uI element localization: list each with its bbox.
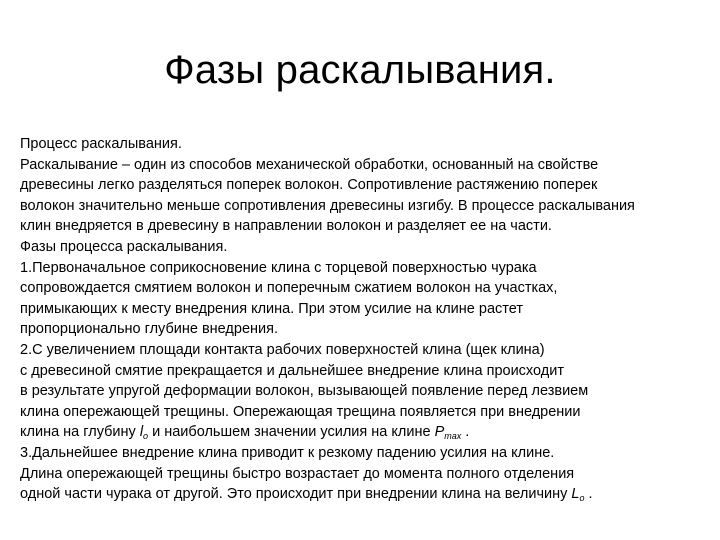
text-fragment: . — [584, 486, 593, 503]
text-line: Процесс раскалывания. — [20, 136, 182, 152]
length-symbol: L — [571, 486, 580, 503]
text-line: древесины легко разделяться поперек волокон. Сопротивление растяжению поперек — [20, 177, 598, 194]
text-fragment: одной части чурака от другой. Это происходит при внедрении клина на величину — [20, 486, 572, 503]
force-symbol: P — [434, 424, 445, 441]
depth-subscript: o — [143, 431, 149, 442]
text-line: 3.Дальнейшее внедрение клина приводит к резкому падению усилия на клине. — [20, 444, 555, 461]
text-line: Раскалывание – один из способов механической обработки, основанный на свойстве — [20, 156, 599, 173]
length-subscript: o — [579, 493, 585, 504]
text-line: пропорционально глубине внедрения. — [20, 321, 278, 338]
text-line: 1.Первоначальное соприкосновение клина с торцевой поверхностью чурака — [20, 259, 537, 276]
slide-body-text — [20, 134, 720, 505]
force-subscript: max — [444, 431, 462, 442]
text-line-formula — [20, 422, 720, 443]
text-line-formula — [20, 484, 720, 505]
text-fragment: клина на глубину — [20, 424, 140, 441]
text-fragment: . — [461, 424, 470, 441]
text-line: в результате упругой деформации волокон, вызывающей появление перед лезвием — [20, 383, 589, 400]
text-line: сопровождается смятием волокон и поперечным сжатием волокон на участках, — [20, 280, 558, 297]
text-fragment: и наибольшем значении усилия на клине — [148, 424, 435, 441]
text-line: клина опережающей трещины. Опережающая трещина появляется при внедрении — [20, 403, 581, 420]
text-line: 2.С увеличением площади контакта рабочих поверхностей клина (щек клина) — [20, 341, 545, 358]
text-line: волокон значительно меньше сопротивления древесины изгибу. В процессе раскалывания — [20, 197, 635, 214]
text-line: примыкающих к месту внедрения клина. При этом усилие на клине растет — [20, 300, 523, 317]
depth-symbol: l — [139, 424, 144, 441]
slide-title: Фазы раскалывания. — [164, 48, 556, 92]
text-line: с древесиной смятие прекращается и дальнейшее внедрение клина происходит — [20, 362, 564, 379]
text-line: клин внедряется в древесину в направлении волокон и разделяет ее на части. — [20, 218, 552, 235]
text-line: Фазы процесса раскалывания. — [20, 238, 228, 255]
text-line: Длина опережающей трещины быстро возрастает до момента полного отделения — [20, 465, 575, 482]
